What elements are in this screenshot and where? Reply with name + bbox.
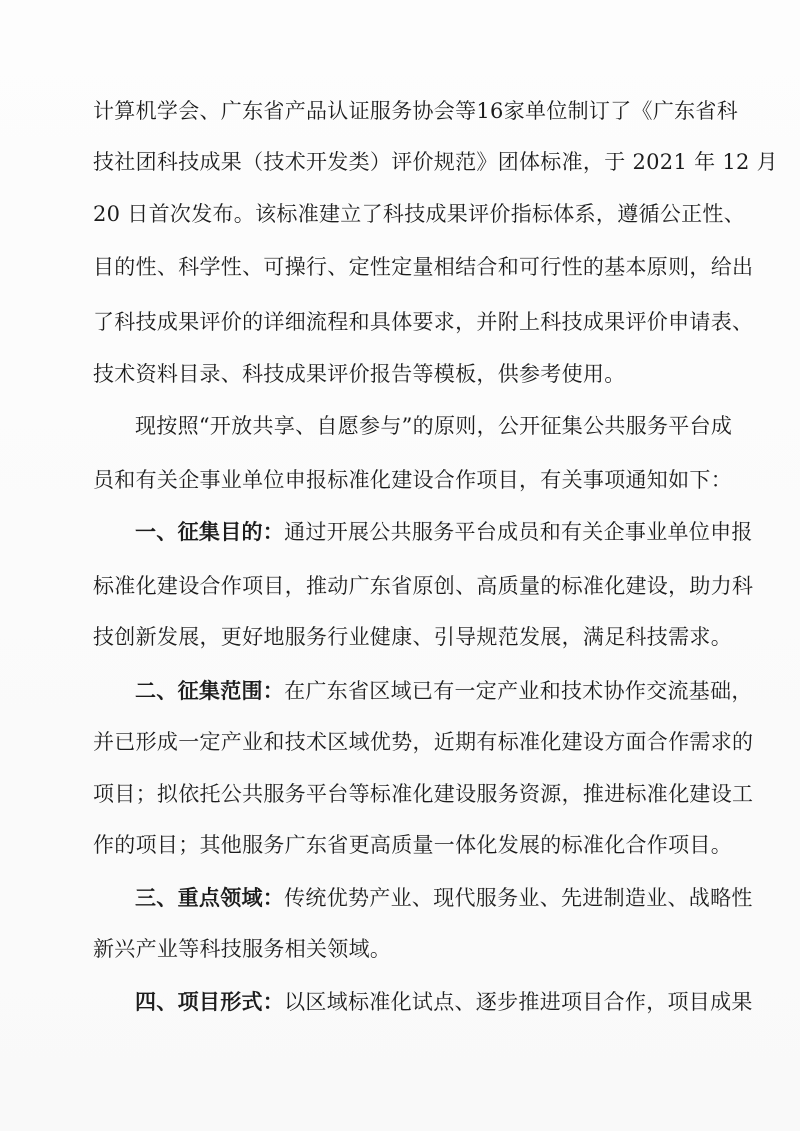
paragraph-first-line: 现按照“开放共享、自愿参与”的原则，公开征集公共服务平台成	[135, 414, 733, 438]
section-2-text: 在广东省区域已有一定产业和技术协作交流基础，	[284, 679, 753, 703]
section-1-text: 通过开展公共服务平台成员和有关企事业单位申报	[284, 520, 753, 544]
section-4-heading: 四、项目形式：	[135, 990, 285, 1014]
section-3-heading: 三、重点领域：	[135, 886, 285, 910]
section-1-heading: 一、征集目的：	[135, 520, 285, 544]
section-3-first-line	[135, 883, 753, 913]
section-2-heading: 二、征集范围：	[135, 679, 285, 703]
body-text-line: 了科技成果评价的详细流程和具体要求，并附上科技成果评价申请表、	[93, 310, 754, 334]
body-text-line: 目的性、科学性、可操行、定性定量相结合和可行性的基本原则，给出	[93, 255, 754, 279]
body-text-line: 技创新发展，更好地服务行业健康、引导规范发展，满足科技需求。	[93, 625, 732, 649]
section-3-text: 传统优势产业、现代服务业、先进制造业、战略性	[284, 886, 753, 910]
body-text-line: 20 日首次发布。该标准建立了科技成果评价指标体系，遵循公正性、	[93, 202, 745, 226]
section-2-first-line	[135, 676, 753, 706]
body-text-line: 项目；拟依托公共服务平台等标准化建设服务资源，推进标准化建设工	[93, 782, 754, 806]
body-text-line: 新兴产业等科技服务相关领域。	[93, 937, 392, 961]
body-text-line: 作的项目；其他服务广东省更高质量一体化发展的标准化合作项目。	[93, 833, 732, 857]
body-text-line: 技术资料目录、科技成果评价报告等模板，供参考使用。	[93, 362, 626, 386]
body-text-line: 计算机学会、广东省产品认证服务协会等16家单位制订了《广东省科	[93, 99, 739, 123]
body-text-line: 并已形成一定产业和技术区域优势，近期有标准化建设方面合作需求的	[93, 730, 754, 754]
section-1-first-line	[135, 517, 753, 547]
section-4-text: 以区域标准化试点、逐步推进项目合作，项目成果	[284, 990, 753, 1014]
body-text-line: 标准化建设合作项目，推动广东省原创、高质量的标准化建设，助力科	[93, 574, 754, 598]
body-text-line: 技社团科技成果（技术开发类）评价规范》团体标准，于 2021 年 12 月	[93, 150, 778, 174]
body-text-line: 员和有关企事业单位申报标准化建设合作项目，有关事项通知如下：	[93, 468, 732, 492]
section-4-first-line	[135, 987, 753, 1017]
